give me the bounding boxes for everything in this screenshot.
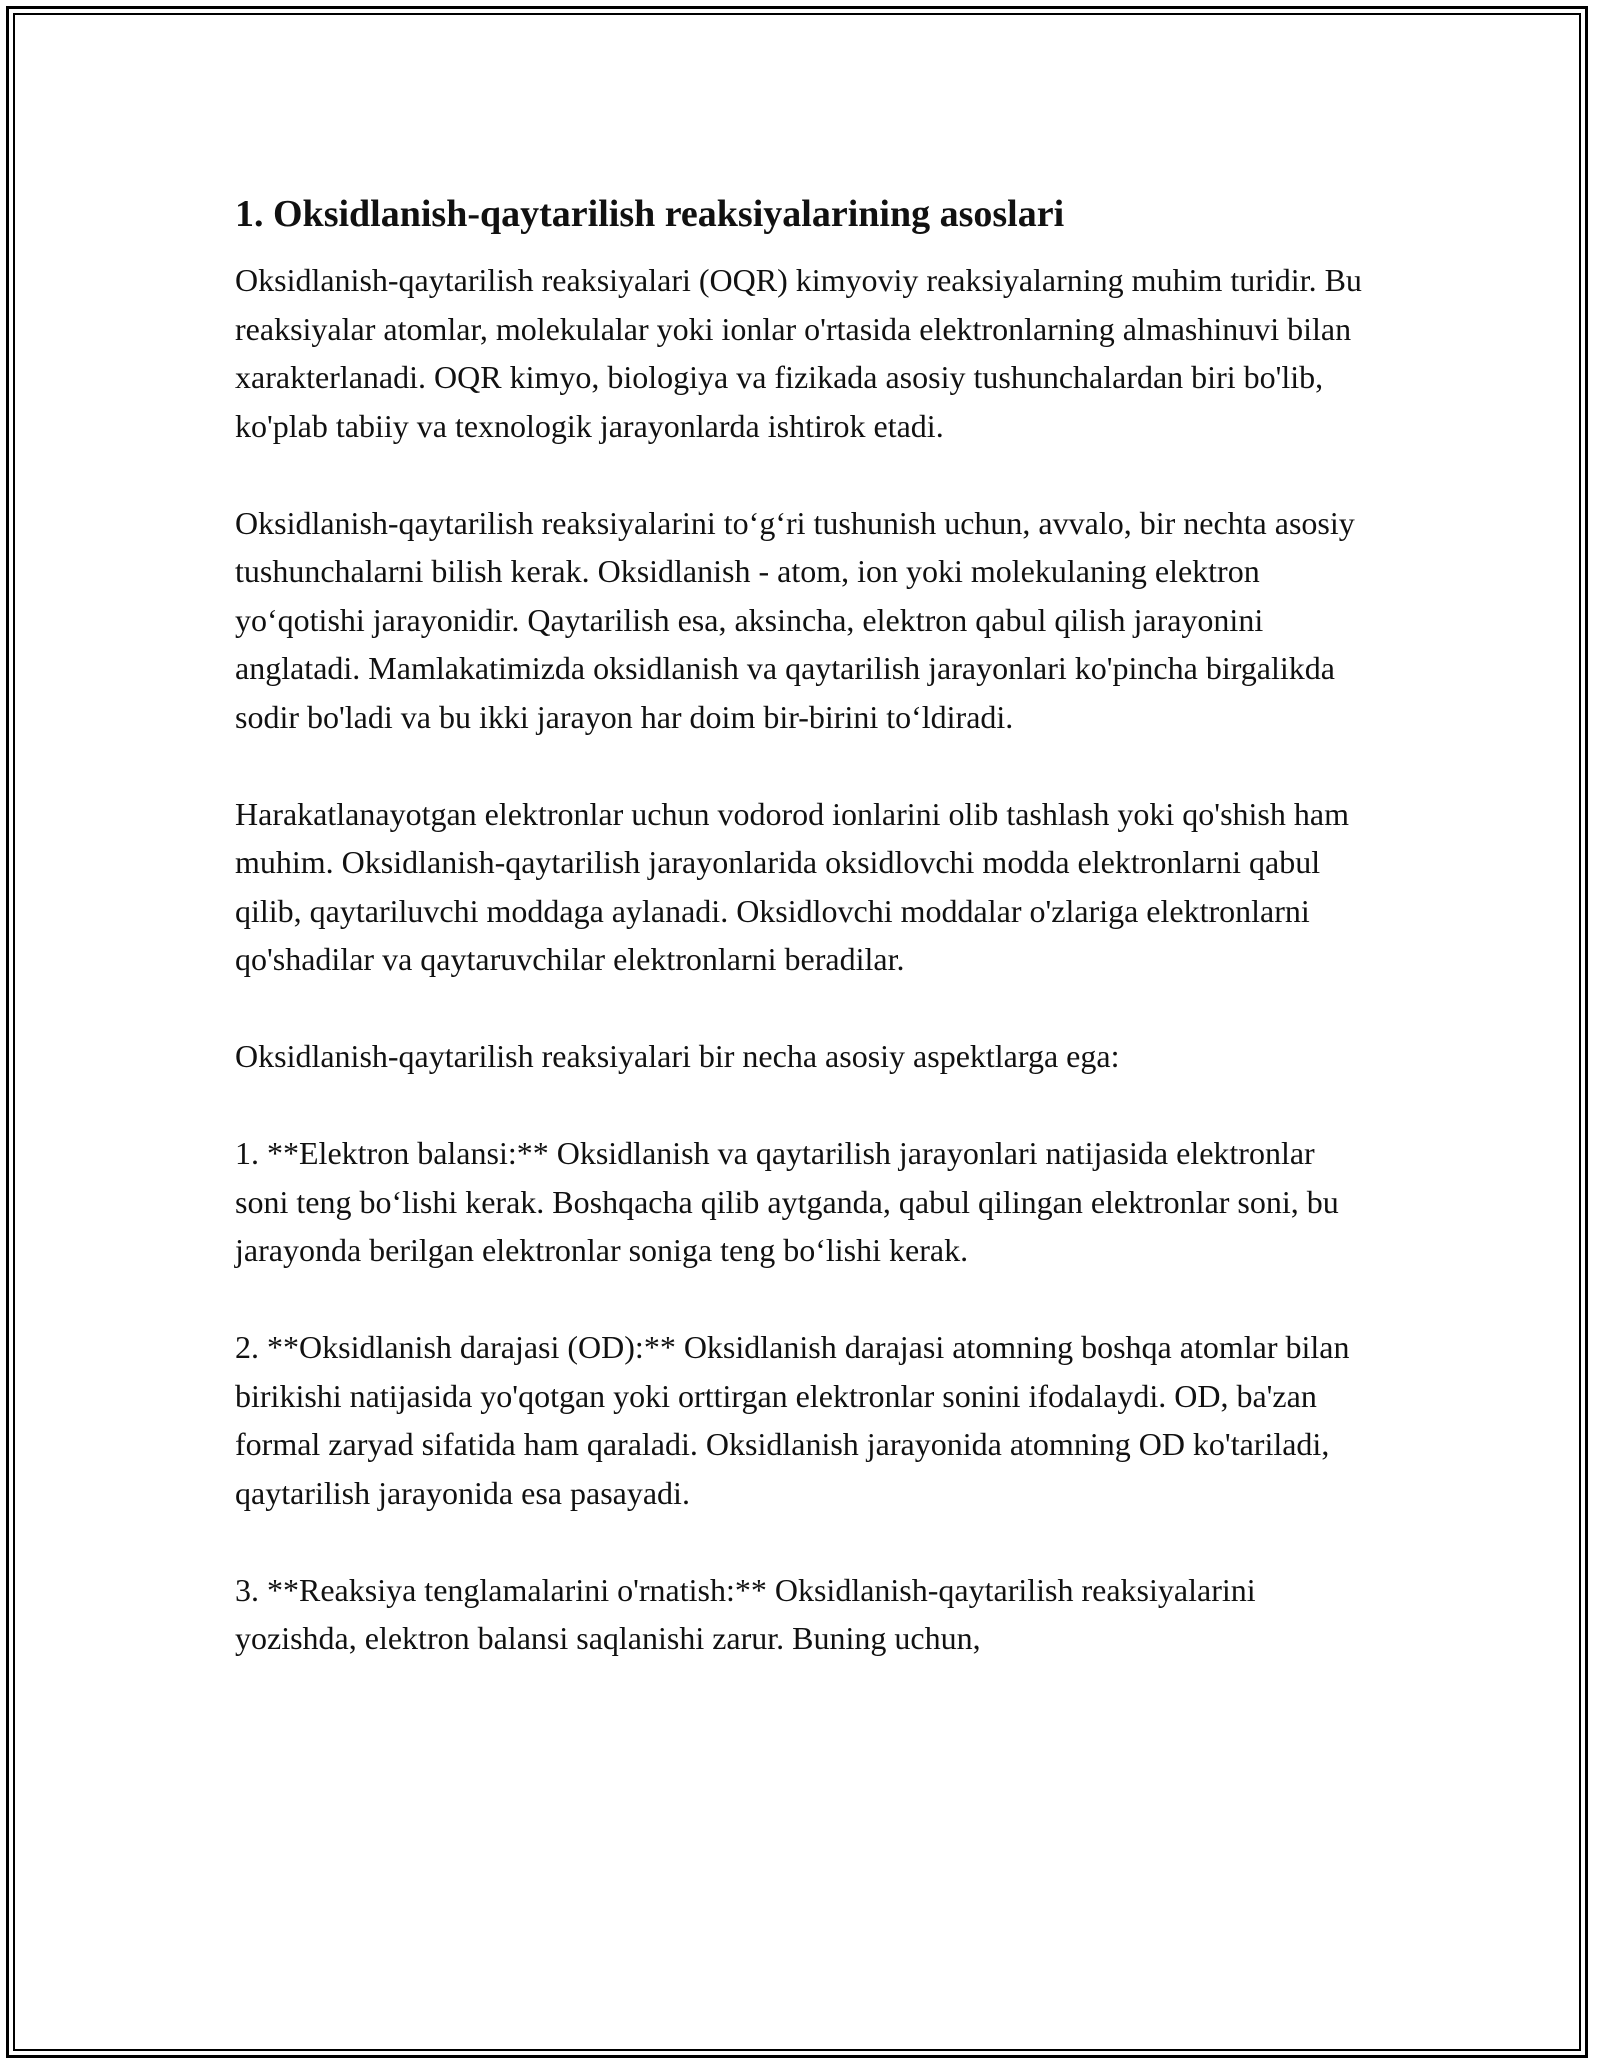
- paragraph-intro: Oksidlanish-qaytarilish reaksiyalari (OQR) kimyoviy reaksiyalarning muhim turidir. Bu reaksiyalar atomlar, molekulalar yoki ionlar o'rtasida elektronlarning almashinuvi bilan xarakterlanadi. OQR kimyo, biologiya va fizikada asosiy tushunchalardan biri bo'lib, ko'plab tabiiy va texnologik jarayonlarda ishtirok etadi.: [235, 262, 1362, 444]
- paragraph-aspects-intro: Oksidlanish-qaytarilish reaksiyalari bir necha asosiy aspektlarga ega:: [235, 1038, 1120, 1074]
- list-item-equation-balancing: 3. **Reaksiya tenglamalarini o'rnatish:** Oksidlanish-qaytarilish reaksiyalarini yozishda, elektron balansi saqlanishi zarur. Buning uchun,: [235, 1571, 1256, 1656]
- document-body: [235, 190, 1375, 1711]
- list-item-oxidation-state: 2. **Oksidlanish darajasi (OD):** Oksidlanish darajasi atomning boshqa atomlar bilan birikishi natijasida yo'qotgan yoki orttirgan elektronlar sonini ifodalaydi. OD, ba'zan formal zaryad sifatida ham qaraladi. Oksidlanish jarayonida atomning OD ko'tariladi, qaytarilish jarayonida esa pasayadi.: [235, 1329, 1350, 1511]
- section-heading: 1. Oksidlanish-qaytarilish reaksiyalarining asoslari: [235, 193, 1065, 235]
- paragraph-electron-transfer: Harakatlanayotgan elektronlar uchun vodorod ionlarini olib tashlash yoki qo'shish ham muhim. Oksidlanish-qaytarilish jarayonlarida oksidlovchi modda elektronlarni qabul qilib, qaytariluvchi moddaga aylanadi. Oksidlovchi moddalar o'zlariga elektronlarni qo'shadilar va qaytaruvchilar elektronlarni beradilar.: [235, 795, 1349, 977]
- paragraph-definitions: Oksidlanish-qaytarilish reaksiyalarini to‘g‘ri tushunish uchun, avvalo, bir nechta asosiy tushunchalarni bilish kerak. Oksidlanish - atom, ion yoki molekulaning elektron yo‘qotishi jarayonidir. Qaytarilish esa, aksincha, elektron qabul qilish jarayonini anglatadi. Mamlakatimizda oksidlanish va qaytarilish jarayonlari ko'pincha birgalikda sodir bo'ladi va bu ikki jarayon har doim bir-birini to‘ldiradi.: [235, 504, 1355, 735]
- list-item-electron-balance: 1. **Elektron balansi:** Oksidlanish va qaytarilish jarayonlari natijasida elektronlar soni teng bo‘lishi kerak. Boshqacha qilib aytganda, qabul qilingan elektronlar soni, bu jarayonda berilgan elektronlar soniga teng bo‘lishi kerak.: [235, 1135, 1339, 1268]
